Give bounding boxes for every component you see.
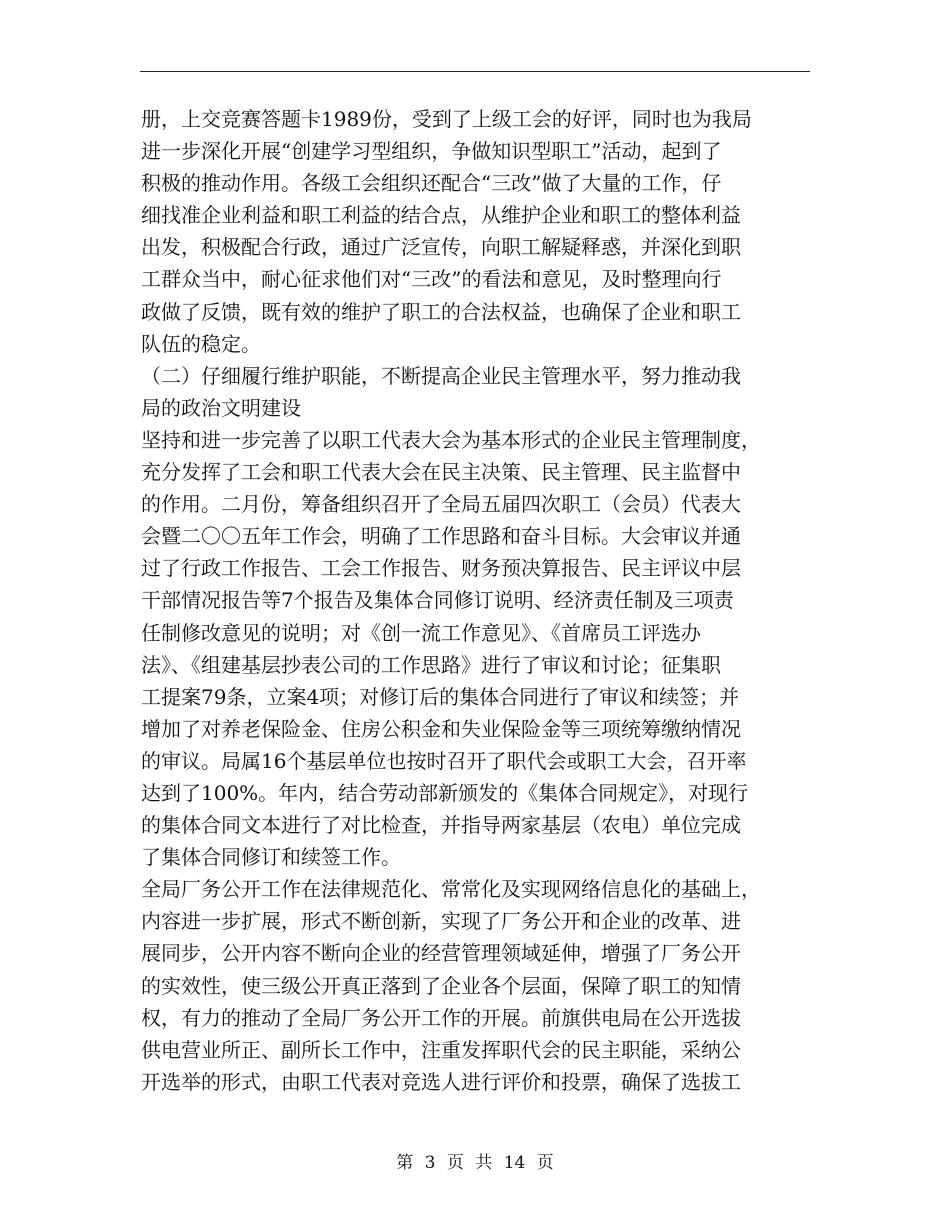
body-line: 出发，积极配合行政，通过广泛宣传，向职工解疑释惑，并深化到职 <box>141 235 741 260</box>
body-line: 的实效性，使三级公开真正落到了企业各个层面，保障了职工的知情 <box>141 973 741 998</box>
body-line: 达到了100%。年内，结合劳动部新颁发的《集体合同规定》，对现行 <box>141 780 749 805</box>
body-line: 的作用。二月份，筹备组织召开了全局五届四次职工（会员）代表大 <box>141 492 741 517</box>
body-line: 队伍的稳定。 <box>141 331 261 356</box>
document-body <box>141 103 811 1098</box>
body-line: 法》、《组建基层抄表公司的工作思路》进行了审议和讨论；征集职 <box>141 652 721 677</box>
body-line: 全局厂务公开工作在法律规范化、常常化及实现网络信息化的基础上， <box>141 877 761 902</box>
page-footer: 第 3 页 共 14 页 <box>396 1153 554 1173</box>
body-line: 积极的推动作用。各级工会组织还配合“三改”做了大量的工作，仔 <box>141 171 722 196</box>
body-line: 进一步深化开展“创建学习型组织，争做知识型职工”活动，起到了 <box>141 139 722 164</box>
body-line: 展同步，公开内容不断向企业的经营管理领域延伸，增强了厂务公开 <box>141 941 741 966</box>
body-line: 干部情况报告等7个报告及集体合同修订说明、经济责任制及三项责 <box>141 588 734 613</box>
body-line: 的集体合同文本进行了对比检查，并指导两家基层（农电）单位完成 <box>141 813 741 838</box>
body-line: 会暨二〇〇五年工作会，明确了工作思路和奋斗目标。大会审议并通 <box>141 524 741 549</box>
body-line: 任制修改意见的说明；对《创一流工作意见》、《首席员工评选办 <box>141 620 701 645</box>
body-line: 的审议。局属16个基层单位也按时召开了职代会或职工大会，召开率 <box>141 748 747 773</box>
body-line: 内容进一步扩展，形式不断创新，实现了厂务公开和企业的改革、进 <box>141 909 741 934</box>
body-line: 了集体合同修订和续签工作。 <box>141 845 401 870</box>
body-line: 工群众当中，耐心征求他们对“三改”的看法和意见，及时整理向行 <box>141 267 722 292</box>
body-line: 权，有力的推动了全局厂务公开工作的开展。前旗供电局在公开选拔 <box>141 1005 741 1030</box>
body-line: 工提案79条，立案4项；对修订后的集体合同进行了审议和续签；并 <box>141 684 740 709</box>
header-rule <box>140 71 810 72</box>
body-line: 供电营业所正、副所长工作中，注重发挥职代会的民主职能，采纳公 <box>141 1037 741 1062</box>
body-line: 册，上交竞赛答题卡1989份，受到了上级工会的好评，同时也为我局 <box>141 107 752 131</box>
body-line: 增加了对养老保险金、住房公积金和失业保险金等三项统筹缴纳情况 <box>141 716 741 741</box>
body-line: 开选举的形式，由职工代表对竞选人进行评价和投票，确保了选拔工 <box>141 1069 741 1094</box>
body-line: 坚持和进一步完善了以职工代表大会为基本形式的企业民主管理制度， <box>141 427 761 452</box>
body-line: 过了行政工作报告、工会工作报告、财务预决算报告、民主评议中层 <box>141 556 741 581</box>
body-line: 政做了反馈，既有效的维护了职工的合法权益，也确保了企业和职工 <box>141 299 741 324</box>
body-line: 充分发挥了工会和职工代表大会在民主决策、民主管理、民主监督中 <box>141 460 741 485</box>
body-line: （二）仔细履行维护职能，不断提高企业民主管理水平，努力推动我 <box>141 363 741 388</box>
body-line: 细找准企业利益和职工利益的结合点，从维护企业和职工的整体利益 <box>141 203 741 228</box>
body-line: 局的政治文明建设 <box>141 395 301 420</box>
